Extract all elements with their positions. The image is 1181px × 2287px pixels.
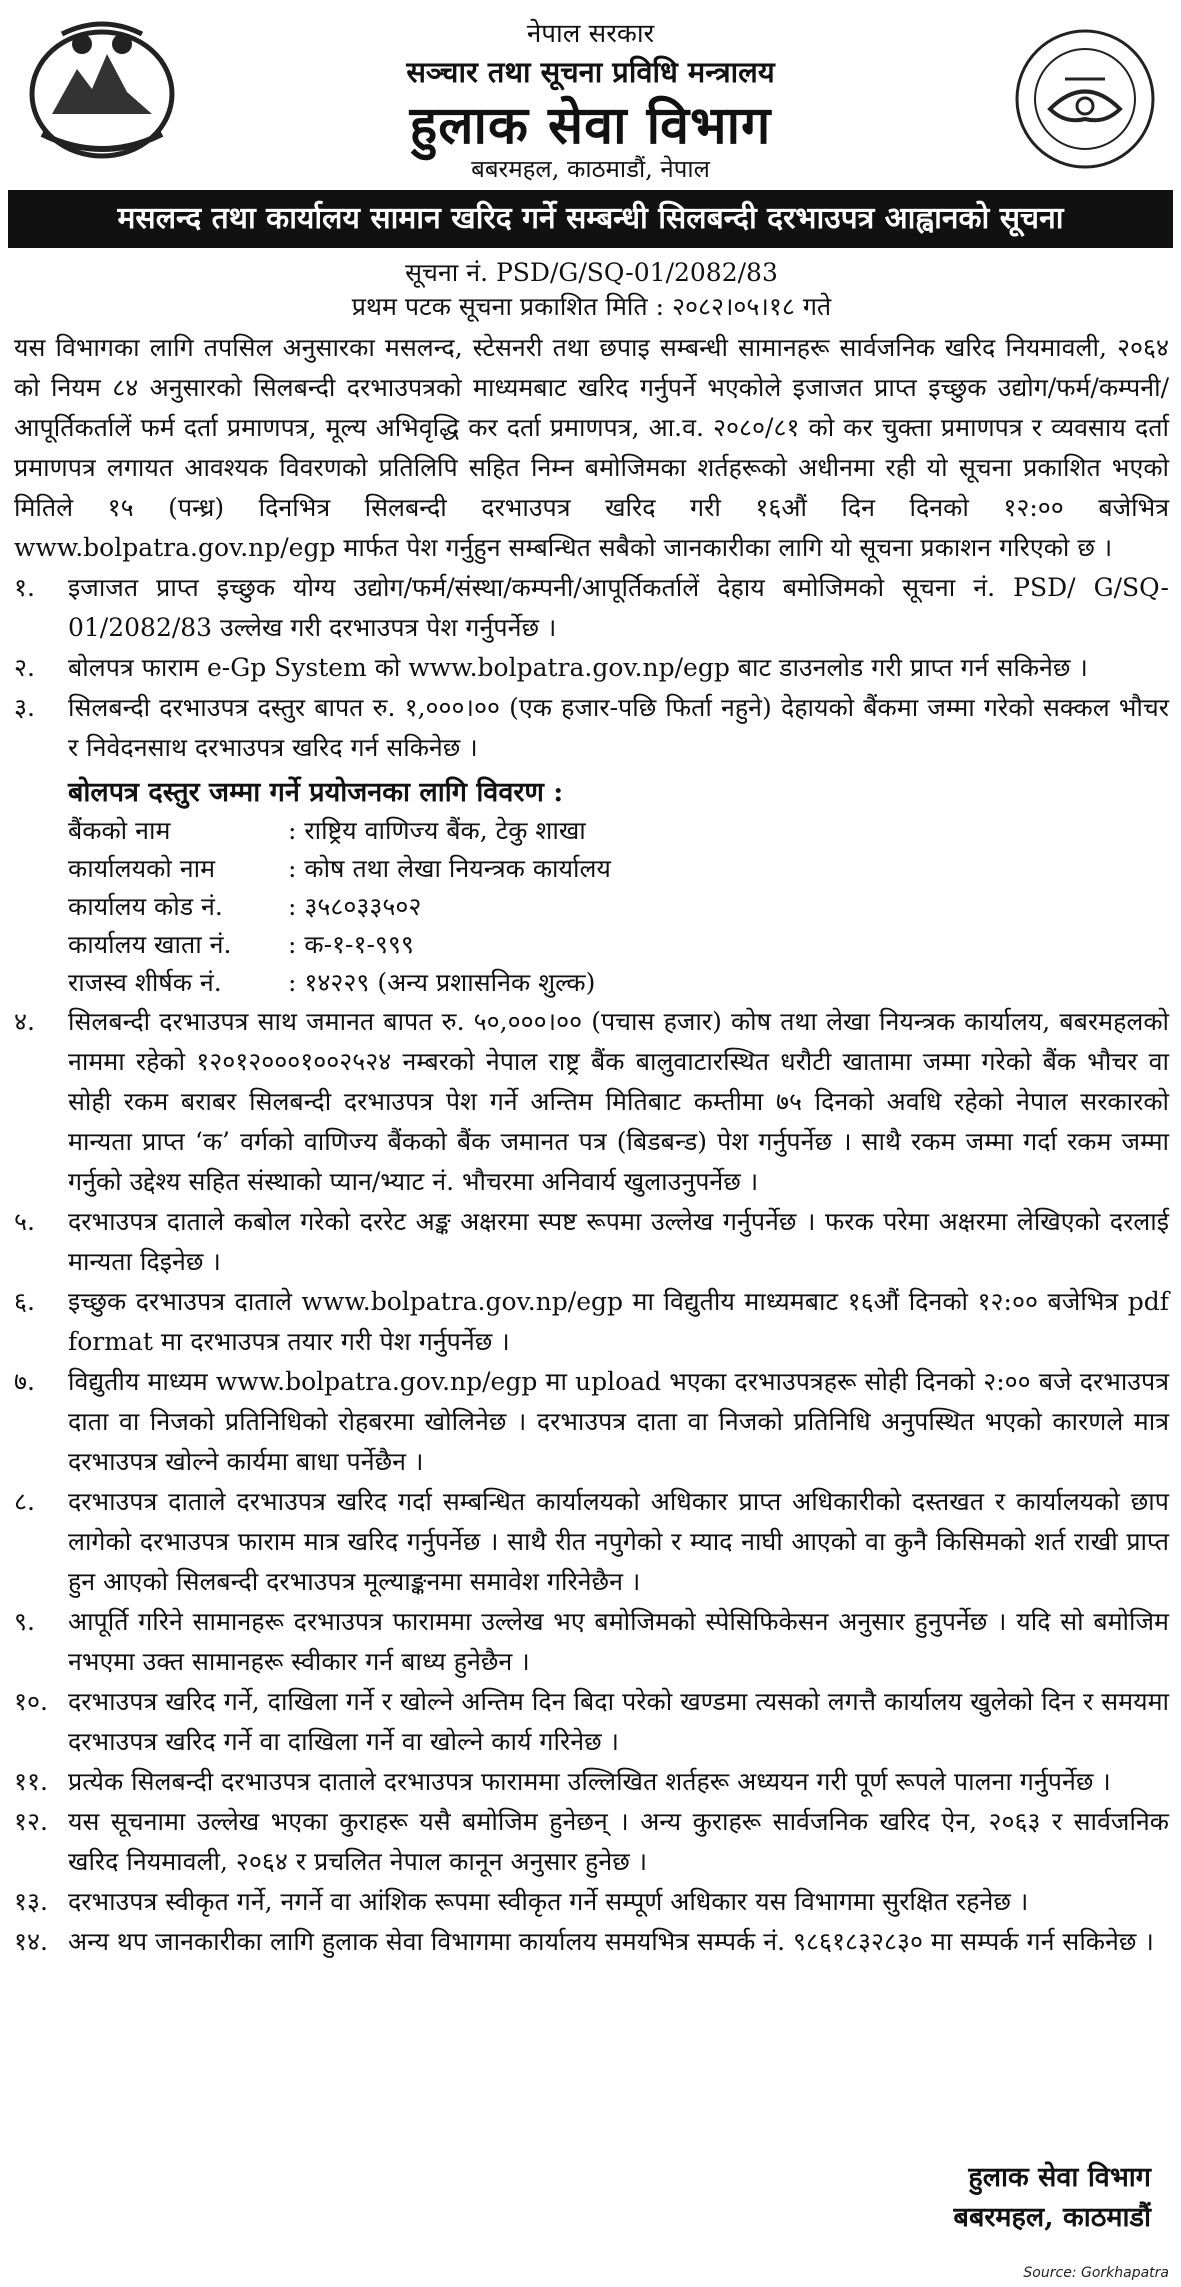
signature-block	[954, 2158, 1151, 2238]
item-number: १४.	[14, 1927, 48, 1956]
item-number: ९.	[14, 1607, 35, 1636]
fee-key: कार्यालय खाता नं.	[68, 930, 232, 959]
item-number: २.	[14, 653, 35, 682]
ministry-name: सञ्चार तथा सूचना प्रविधि मन्त्रालय	[406, 55, 775, 89]
item-number: १.	[14, 573, 35, 602]
fee-key: कार्यालयको नाम	[68, 854, 216, 883]
conditions-list-b	[14, 1002, 1169, 1962]
notice-title-banner: मसलन्द तथा कार्यालय सामान खरिद गर्ने सम्बन्धी सिलबन्दी दरभाउपत्र आह्वानको सूचना	[8, 190, 1173, 248]
notice-number: सूचना नं. PSD/G/SQ-01/2082/83	[405, 258, 778, 287]
fee-row-revenue-head	[68, 964, 1169, 1002]
fee-key: बैंकको नाम	[68, 816, 171, 845]
item-number: १३.	[14, 1887, 48, 1916]
item-number: ७.	[14, 1367, 35, 1396]
item-number: ४.	[14, 1007, 35, 1036]
department-address: बबरमहल, काठमाडौं, नेपाल	[471, 155, 710, 183]
item-text: दरभाउपत्र दाताले दरभाउपत्र खरिद गर्दा सम्बन्धित कार्यालयको अधिकार प्राप्त अधिकारीको दस्तखत र कार्यालयको छाप लागेको दरभाउपत्र फाराम मात्र खरिद गर्नुपर्नेछ । साथै रीत नपुगेको र म्याद नाघी आएको वा कुनै किसिमको शर्त राखी प्राप्त हुन आएको सिलबन्दी दरभाउपत्र मूल्याङ्कनमा समावेश गरिनेछैन ।	[68, 1487, 1169, 1596]
list-item	[14, 1362, 1169, 1482]
item-text: आपूर्ति गरिने सामानहरू दरभाउपत्र फाराममा उल्लेख भए बमोजिमको स्पेसिफिकेसन अनुसार हुनुपर्नेछ । यदि सो बमोजिम नभएमा उक्त सामानहरू स्वीकार गर्न बाध्य हुनेछैन ।	[68, 1607, 1169, 1676]
government-name: नेपाल सरकार	[526, 19, 655, 49]
list-item	[14, 688, 1169, 768]
conditions-list-a	[14, 568, 1169, 768]
item-text: इजाजत प्राप्त इच्छुक योग्य उद्योग/फर्म/संस्था/कम्पनी/आपूर्तिकर्तालें देहाय बमोजिमको सूचना नं. PSD/ G/SQ-01/2082/83 उल्लेख गरी दरभाउपत्र पेश गर्नुपर्नेछ ।	[68, 573, 1169, 642]
item-text: बोलपत्र फाराम e-Gp System को www.bolpatra.gov.np/egp बाट डाउनलोड गरी प्राप्त गर्न सकिनेछ ।	[68, 653, 1088, 682]
item-number: ८.	[14, 1487, 35, 1516]
fee-value: : क-१-१-९९९	[288, 930, 414, 959]
list-item	[14, 1282, 1169, 1362]
fee-row-office-code	[68, 888, 1169, 926]
fee-row-bank	[68, 812, 1169, 850]
fee-deposit-details	[68, 774, 1169, 1002]
fee-row-office	[68, 850, 1169, 888]
fee-value: : १४२२९ (अन्य प्रशासनिक शुल्क)	[288, 968, 596, 997]
department-name: हुलाक सेवा विभाग	[409, 95, 772, 156]
list-item	[14, 1762, 1169, 1802]
fee-value: : कोष तथा लेखा नियन्त्रक कार्यालय	[288, 854, 611, 883]
fee-details-title: बोलपत्र दस्तुर जम्मा गर्ने प्रयोजनका लागि विवरण :	[68, 777, 564, 808]
postal-horn-logo-icon	[1010, 24, 1160, 174]
source-credit: Source: Gorkhapatra	[1023, 2265, 1169, 2281]
item-number: १०.	[14, 1687, 48, 1716]
list-item	[14, 648, 1169, 688]
item-number: ६.	[14, 1287, 35, 1316]
fee-value: : ३५८०३३५०२	[288, 892, 422, 921]
intro-paragraph: यस विभागका लागि तपसिल अनुसारका मसलन्द, स्टेसनरी तथा छपाइ सम्बन्धी सामानहरू सार्वजनिक खरिद नियमावली, २०६४ को नियम ८४ अनुसारको सिलबन्दी दरभाउपत्रको माध्यमबाट खरिद गर्नुपर्ने भएकोले इजाजत प्राप्त इच्छुक उद्योग/फर्म/कम्पनी/आपूर्तिकर्तालें फर्म दर्ता प्रमाणपत्र, मूल्य अभिवृद्धि कर दर्ता प्रमाणपत्र, आ.व. २०८०/८१ को कर चुक्ता प्रमाणपत्र र व्यवसाय दर्ता प्रमाणपत्र लगायत आवश्यक विवरणको प्रतिलिपि सहित निम्न बमोजिमका शर्तहरूको अधीनमा रही यो सूचना प्रकाशित भएको मितिले १५ (पन्ध्र) दिनभित्र सिलबन्दी दरभाउपत्र खरिद गरी १६औं दिन दिनको १२:०० बजेभित्र www.bolpatra.gov.np/egp मार्फत पेश गर्नुहुन सम्बन्धित सबैको जानकारीका लागि यो सूचना प्रकाशन गरिएको छ ।	[14, 333, 1169, 562]
item-text: अन्य थप जानकारीका लागि हुलाक सेवा विभागमा कार्यालय समयभित्र सम्पर्क नं. ९८६१८३२८३० मा सम्पर्क गर्न सकिनेछ ।	[68, 1927, 1154, 1956]
signature-address: बबरमहल, काठमाडौं	[953, 2202, 1151, 2233]
item-text: सिलबन्दी दरभाउपत्र साथ जमानत बापत रु. ५०,०००।०० (पचास हजार) कोष तथा लेखा नियन्त्रक कार्यालय, बबरमहलको नाममा रहेको १२०१२०००१००२५२४ नम्बरको नेपाल राष्ट्र बैंक बालुवाटारस्थित धरौटी खातामा जम्मा गरेको बैंक भौचर वा सोही रकम बराबर सिलबन्दी दरभाउपत्र पेश गर्ने अन्तिम मितिबाट कम्तीमा ७५ दिनको अवधि रहेको नेपाल सरकारको मान्यता प्राप्त ‘क’ वर्गको वाणिज्य बैंकको बैंक जमानत पत्र (बिडबन्ड) पेश गर्नुपर्नेछ । साथै रकम जम्मा गर्दा रकम जम्मा गर्नुको उद्देश्य सहित संस्थाको प्यान/भ्याट नं. भौचरमा अनिवार्य खुलाउनुपर्नेछ ।	[68, 1007, 1169, 1196]
item-text: इच्छुक दरभाउपत्र दाताले www.bolpatra.gov.np/egp मा विद्युतीय माध्यमबाट १६औं दिनको १२:०० बजेभित्र pdf format मा दरभाउपत्र तयार गरी पेश गर्नुपर्नेछ ।	[68, 1287, 1169, 1356]
list-item	[14, 1602, 1169, 1682]
item-text: दरभाउपत्र स्वीकृत गर्ने, नगर्ने वा आंशिक रूपमा स्वीकृत गर्ने सम्पूर्ण अधिकार यस विभागमा सुरक्षित रहनेछ ।	[68, 1887, 1029, 1916]
fee-key: राजस्व शीर्षक नं.	[68, 968, 222, 997]
first-published-date: प्रथम पटक सूचना प्रकाशित मिति : २०८२।०५।१८ गते	[351, 292, 832, 321]
header	[0, 0, 1181, 183]
item-number: ५.	[14, 1207, 35, 1236]
list-item	[14, 1002, 1169, 1202]
list-item	[14, 1202, 1169, 1282]
list-item	[14, 1682, 1169, 1762]
item-number: ३.	[14, 693, 35, 722]
fee-value: : राष्ट्रिय वाणिज्य बैंक, टेकु शाखा	[288, 816, 586, 845]
list-item	[14, 1882, 1169, 1922]
signature-department: हुलाक सेवा विभाग	[968, 2162, 1151, 2193]
item-text: प्रत्येक सिलबन्दी दरभाउपत्र दाताले दरभाउपत्र फाराममा उल्लिखित शर्तहरू अध्ययन गरी पूर्ण रूपले पालना गर्नुपर्नेछ ।	[68, 1767, 1111, 1796]
nepal-emblem-icon	[22, 14, 182, 164]
item-text: दरभाउपत्र दाताले कबोल गरेको दररेट अङ्क अक्षरमा स्पष्ट रूपमा उल्लेख गर्नुपर्नेछ । फरक परेमा अक्षरमा लेखिएको दरलाई मान्यता दिइनेछ ।	[68, 1207, 1169, 1276]
notice-body	[14, 256, 1169, 1962]
fee-row-account	[68, 926, 1169, 964]
list-item	[14, 568, 1169, 648]
item-number: १२.	[14, 1807, 48, 1836]
item-text: विद्युतीय माध्यम www.bolpatra.gov.np/egp मा upload भएका दरभाउपत्रहरू सोही दिनको २:०० बजे दरभाउपत्र दाता वा निजको प्रतिनिधिको रोहबरमा खोलिनेछ । दरभाउपत्र दाता वा निजको प्रतिनिधि अनुपस्थित भएको कारणले मात्र दरभाउपत्र खोल्ने कार्यमा बाधा पर्नेछैन ।	[68, 1367, 1169, 1476]
item-number: ११.	[14, 1767, 48, 1796]
list-item	[14, 1802, 1169, 1882]
item-text: यस सूचनामा उल्लेख भएका कुराहरू यसै बमोजिम हुनेछन् । अन्य कुराहरू सार्वजनिक खरिद ऐन, २०६३ र सार्वजनिक खरिद नियमावली, २०६४ र प्रचलित नेपाल कानून अनुसार हुनेछ ।	[68, 1807, 1169, 1876]
item-text: सिलबन्दी दरभाउपत्र दस्तुर बापत रु. १,०००।०० (एक हजार-पछि फिर्ता नहुने) देहायको बैंकमा जम्मा गरेको सक्कल भौचर र निवेदनसाथ दरभाउपत्र खरिद गर्न सकिनेछ ।	[68, 693, 1169, 762]
fee-key: कार्यालय कोड नं.	[68, 892, 223, 921]
list-item	[14, 1482, 1169, 1602]
item-text: दरभाउपत्र खरिद गर्ने, दाखिला गर्ने र खोल्ने अन्तिम दिन बिदा परेको खण्डमा त्यसको लगत्तै कार्यालय खुलेको दिन र समयमा दरभाउपत्र खरिद गर्ने वा दाखिला गर्ने वा खोल्ने कार्य गरिनेछ ।	[68, 1687, 1169, 1756]
list-item	[14, 1922, 1169, 1962]
